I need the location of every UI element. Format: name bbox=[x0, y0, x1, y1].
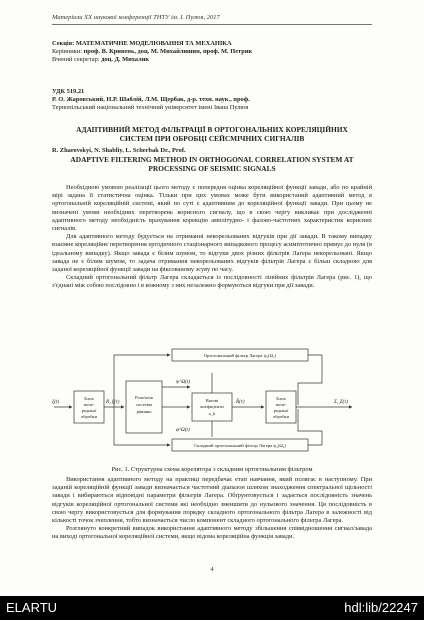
udk: УДК 519.21 bbox=[52, 88, 85, 95]
section-info bbox=[52, 40, 372, 65]
running-header: Матеріали ХХ наукової конференції ТНТУ ім. І. Пулюя, 2017 bbox=[52, 14, 220, 21]
leaders-label: Керівники: bbox=[52, 48, 82, 56]
secretary-label: Вчений секретар: bbox=[52, 56, 100, 64]
secretary: доц. Д. Михалик bbox=[101, 56, 150, 64]
weights-label-2: коефіцієнти bbox=[200, 404, 224, 409]
section-label: Секція: bbox=[52, 40, 75, 47]
article-meta bbox=[52, 88, 372, 113]
signal-left-label: R_ξ(τ) bbox=[106, 399, 120, 405]
footer-repo-name: ELARTU bbox=[6, 600, 58, 615]
preproc-right-label-3: редньої bbox=[273, 408, 289, 413]
filter-complex-box bbox=[126, 381, 162, 433]
signal-top-label: ψ^Ω(t) bbox=[176, 379, 191, 385]
title-en: ADAPTIVE FILTERING METHOD IN ORTHOGONAL CORRELATION SYSTEM AT PROCESSING OF SEISMIC SIGNALS bbox=[70, 155, 354, 173]
input-label: ξ(t) bbox=[52, 399, 60, 405]
top-filter-label: Ортогональний фільтр Лагера ψ₁(Ω₁) bbox=[203, 353, 277, 358]
figure-block-diagram bbox=[52, 343, 374, 459]
paragraph: Розглянуто конкретний випадок використання адаптивного методу збільшення співвідношення сигнал/завада на виході ортогональної кореляційної системи, якщо відома кореляційна функція завади. bbox=[52, 525, 372, 541]
preproc-right-label-1: Блок bbox=[276, 396, 286, 401]
preproc-left-label-2: попе- bbox=[83, 402, 95, 407]
preproc-left-label: Блок bbox=[84, 396, 94, 401]
bottom-filter-label: Складний ортогональний фільтр Лагера ψ₂(Ω₂) bbox=[194, 443, 286, 448]
filter-complex-label-2: системи bbox=[136, 402, 152, 407]
body-bottom bbox=[52, 476, 372, 542]
preproc-right-label-2: попе- bbox=[275, 402, 287, 407]
header-rule bbox=[52, 24, 372, 25]
filter-complex-label-3: рівнянь bbox=[136, 409, 152, 414]
weights-label-1: Вагові bbox=[205, 398, 219, 403]
signal-mid-label: R̂(τ) bbox=[236, 399, 245, 405]
preproc-left-label-3: редньої bbox=[81, 408, 97, 413]
title-ua: АДАПТИВНИЙ МЕТОД ФІЛЬТРАЦІЇ В ОРТОГОНАЛЬНИХ КОРЕЛЯЦІЙНИХ СИСТЕМ ПРИ ОБРОБЦІ СЕЙСМІЧНИХ СИГНАЛІВ bbox=[76, 125, 348, 143]
authors-ua: Р. О. Жаровський, Н.Р. Шаблій, Л.М. Щербак, д-р. техн. наук., проф. bbox=[52, 96, 250, 104]
repository-footer bbox=[0, 596, 424, 620]
leaders: проф. В. Кривень, доц. М. Михайлишин, проф. М. Петрик bbox=[83, 48, 253, 56]
weights-label-3: a_k bbox=[208, 411, 216, 416]
authors-en: R. Zharovskyi, N. Shabliy, L. Scherbak Dr., Prof. bbox=[52, 147, 186, 154]
paragraph: Необхідною умовою реалізації цього методу є попередня оцінка кореляційної функції завади, або по крайній мірі задана її статистична оцінка. Тільки при цих умовах може бути використаний адаптивний метод в ортогональній кореляційній системі, який по суті є адаптивним до кореляційної функції завади. При цьому не визначені умови необхідних перетворень корисного сигналу, що в свою чергу викликає при дослідженні адаптивного методу необхідність врахування корекцію амплітудно- і фазово-частотних характеристик корисних сигналів. bbox=[52, 184, 372, 233]
body-top bbox=[52, 184, 372, 291]
signal-bottom-label: φ^Ω(t) bbox=[176, 427, 190, 433]
paragraph: Використання адаптивного методу на практиці передбачає етап навчання, який полягає в наступному. При заданій кореляційній функції завади визначається частотний діапазон шляхом знаходження спектральної щільності завади і вибираються відповідні параметри фільтрів Лагера. Обґрунтовується і задається послідовність значень відгуків кореляційної ортогональної системи які необхідно зменшити до нульового значення. Ця послідовність в свою чергу використовується для формування порядку складного ортогонального фільтра Лагера в залежності від кількості точок зчеплення, тобто визначається число компонент складного ортогонального фільтра Лагера. bbox=[52, 476, 372, 525]
paragraph: Складний ортогональний фільтр Лагера складається із послідовності лінійних фільтрів Лагера (рис. 1), що з'єднані між собою послідовно і в кожному з них незалежно формуються відгуки при дії завади. bbox=[52, 274, 372, 290]
preproc-right-label-4: обробки bbox=[272, 414, 290, 419]
english-block bbox=[52, 147, 372, 155]
filter-complex-label-1: Розв'язок bbox=[135, 395, 153, 400]
section-name: МАТЕМАТИЧНЕ МОДЕЛЮВАННЯ ТА МЕХАНІКА bbox=[75, 40, 232, 47]
affiliation: Тернопільський національний технічний університет імені Івана Пулюя bbox=[52, 104, 249, 112]
footer-handle: hdl:lib/22247 bbox=[344, 600, 418, 615]
figure-caption: Рис. 1. Структурна схема корелятора з складним ортогональним фільтром bbox=[111, 466, 313, 473]
page-number: 4 bbox=[210, 566, 214, 573]
output-label: Σ_Z(τ) bbox=[334, 399, 348, 405]
preproc-left-label-4: обробки bbox=[80, 414, 98, 419]
paragraph: Для адаптивного методу будується на отриманні некорельованих відгуків при дії завади. В такому випадку взаємне кореляційне перетворення ергодичного стаціонарного випадкового процесу асимптотично прямує до нуля (в ідеальному випадку). Якщо завада є білим шумом, то відгуки двох різних фільтрів Лагера некорельовані. Якщо завада не є білим шумом, то задача отримання некорельованих відгуків фільтрів Лагера є більш складною для заданої кореляційної функції завади на фіксованому зсуву по часу. bbox=[52, 233, 372, 274]
